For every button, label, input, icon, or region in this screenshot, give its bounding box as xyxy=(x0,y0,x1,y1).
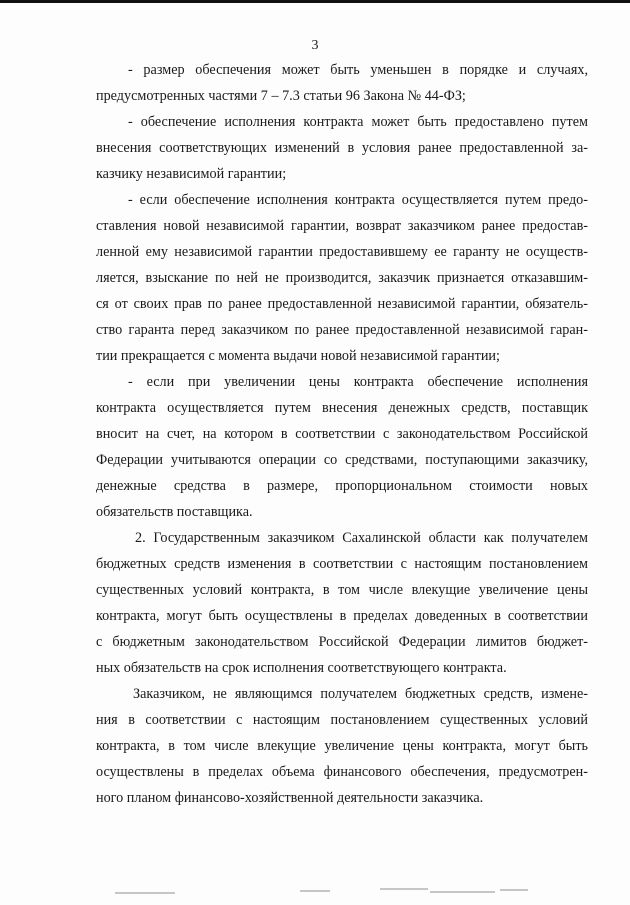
page-number: 3 xyxy=(311,38,319,53)
text-line: бюджетных средств изменения в соответствии с настоящим постановлением xyxy=(96,556,588,572)
text-line: 2. Государственным заказчиком Сахалинской области как получателем xyxy=(135,530,588,546)
text-line: с бюджетным законодательством Российской Федерации лимитов бюджет- xyxy=(96,634,588,650)
text-line: тии прекращается с момента выдачи новой независимой гарантии; xyxy=(96,348,500,364)
text-line: контракта, в том числе влекущие увеличение цены контракта, могут быть xyxy=(96,738,588,754)
text-line: - если обеспечение исполнения контракта осуществляется путем предо- xyxy=(128,192,588,208)
text-line: существенных условий контракта, в том числе влекущие увеличение цены xyxy=(96,582,588,598)
text-line: обязательств поставщика. xyxy=(96,504,253,520)
text-line: ставления новой независимой гарантии, возврат заказчиком ранее предостав- xyxy=(96,218,588,234)
text-line: контракта, могут быть осуществлены в пределах доведенных в соответствии xyxy=(96,608,588,624)
text-line: ных обязательств на срок исполнения соответствующего контракта. xyxy=(96,660,507,676)
text-line: осуществлены в пределах объема финансового обеспечения, предусмотрен- xyxy=(96,764,588,780)
text-line: ния в соответствии с настоящим постановлением существенных условий xyxy=(96,712,588,728)
text-line: Заказчиком, не являющимся получателем бюджетных средств, измене- xyxy=(133,686,588,702)
text-line: ляется, взыскание по ней не производится, заказчик признается отказавшим- xyxy=(96,270,588,286)
text-line: - размер обеспечения может быть уменьшен в порядке и случаях, xyxy=(128,62,588,78)
text-line: денежные средства в размере, пропорциональном стоимости новых xyxy=(96,478,588,494)
text-line: ся от своих прав по ранее предоставленной независимой гарантии, обязатель- xyxy=(96,296,588,312)
text-line: Федерации учитываются операции со средствами, поступающими заказчику, xyxy=(96,452,588,468)
text-line: ленной ему независимой гарантии предоставившему ее гаранту не осуществ- xyxy=(96,244,588,260)
text-line: ного планом финансово-хозяйственной деятельности заказчика. xyxy=(96,790,484,806)
text-line: казчику независимой гарантии; xyxy=(96,166,287,182)
text-line: ство гаранта перед заказчиком по ранее предоставленной независимой гаран- xyxy=(96,322,588,338)
text-line: внесения соответствующих изменений в условия ранее предоставленной за- xyxy=(96,140,588,156)
scan-artifacts xyxy=(0,886,630,900)
text-line: предусмотренных частями 7 – 7.3 статьи 96 Закона № 44-ФЗ; xyxy=(96,88,466,104)
text-line: контракта осуществляется путем внесения денежных средств, поставщик xyxy=(96,400,588,416)
top-border xyxy=(0,0,630,3)
text-line: вносит на счет, на котором в соответствии с законодательством Российской xyxy=(96,426,588,442)
text-line: - если при увеличении цены контракта обеспечение исполнения xyxy=(128,374,588,390)
text-line: - обеспечение исполнения контракта может быть предоставлено путем xyxy=(128,114,588,130)
